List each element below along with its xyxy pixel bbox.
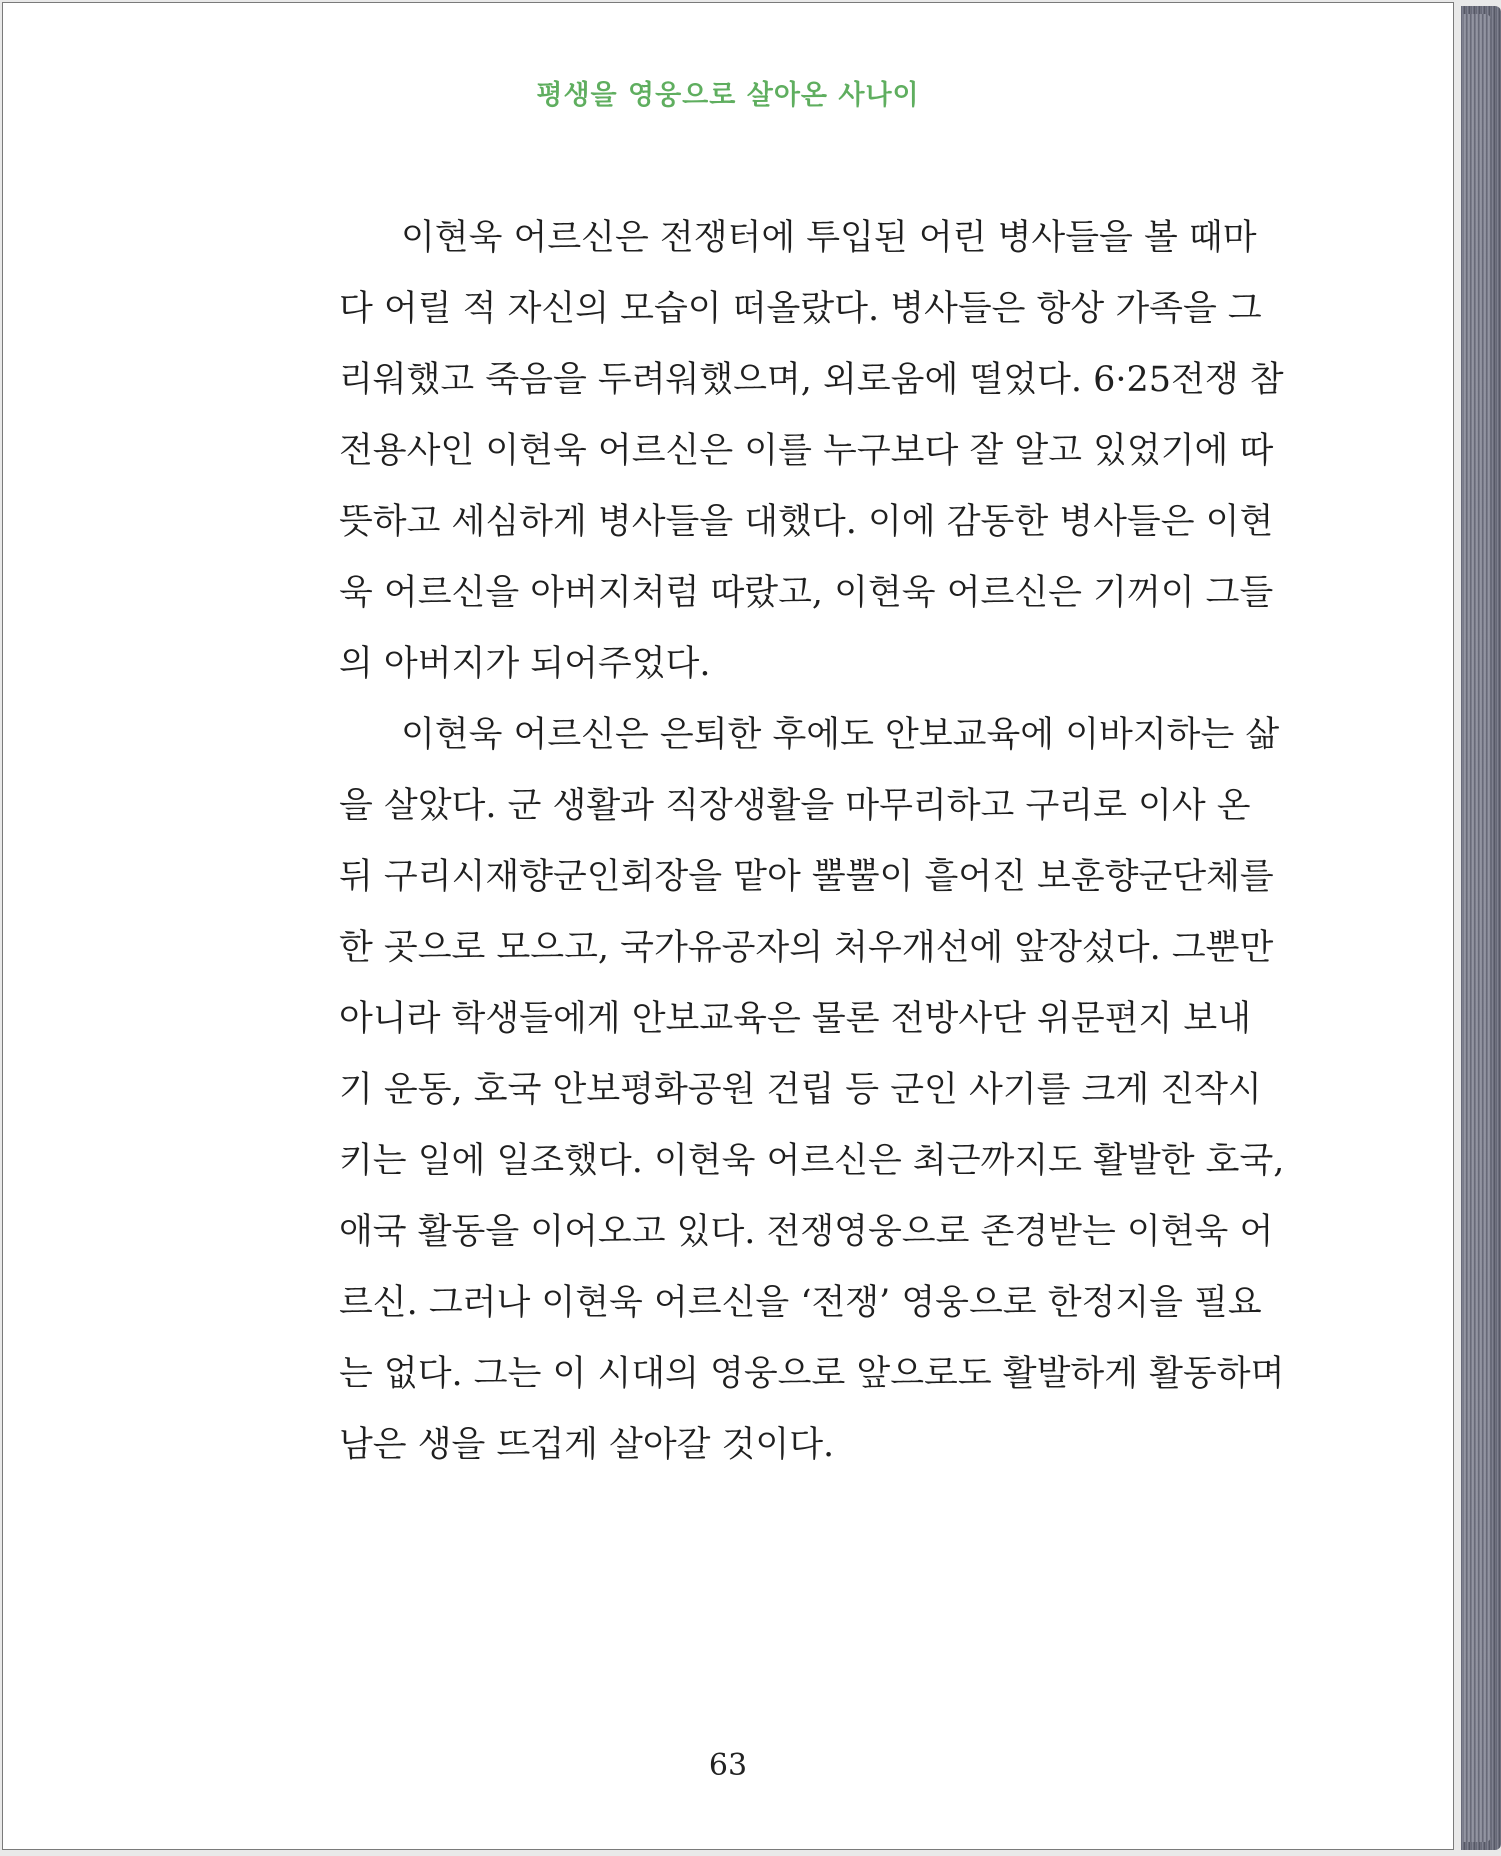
text-line: 르신. 그러나 이현욱 어르신을 ‘전쟁’ 영웅으로 한정지을 필요 [339,1283,1262,1323]
text-line: 기 운동, 호국 안보평화공원 건립 등 군인 사기를 크게 진작시 [339,1070,1262,1110]
text-line: 욱 어르신을 아버지처럼 따랐고, 이현욱 어르신은 기꺼이 그들 [339,573,1274,613]
text-line: 다 어릴 적 자신의 모습이 떠올랐다. 병사들은 항상 가족을 그 [339,289,1262,329]
page-number: 63 [708,1748,748,1783]
body-text [339,203,1285,1481]
paragraph [339,700,1285,1481]
text-line: 이현욱 어르신은 전쟁터에 투입된 어린 병사들을 볼 때마 [401,218,1257,258]
book-page [2,2,1454,1850]
text-line: 리워했고 죽음을 두려워했으며, 외로움에 떨었다. 6·25전쟁 참 [339,360,1284,400]
text-line: 이현욱 어르신은 은퇴한 후에도 안보교육에 이바지하는 삶 [401,715,1280,755]
text-line: 키는 일에 일조했다. 이현욱 어르신은 최근까지도 활발한 호국, [339,1141,1285,1181]
text-line: 아니라 학생들에게 안보교육은 물론 전방사단 위문편지 보내 [339,999,1252,1039]
paragraph [339,203,1284,700]
text-line: 의 아버지가 되어주었다. [339,644,711,684]
running-header: 평생을 영웅으로 살아온 사나이 [536,80,920,111]
text-line: 는 없다. 그는 이 시대의 영웅으로 앞으로도 활발하게 활동하며 [339,1354,1285,1394]
text-line: 을 살았다. 군 생활과 직장생활을 마무리하고 구리로 이사 온 [339,786,1251,826]
text-line: 뜻하고 세심하게 병사들을 대했다. 이에 감동한 병사들은 이현 [339,502,1274,542]
page-edges-inner [1463,14,1491,1842]
text-line: 뒤 구리시재향군인회장을 맡아 뿔뿔이 흩어진 보훈향군단체를 [339,857,1274,897]
text-line: 한 곳으로 모으고, 국가유공자의 처우개선에 앞장섰다. 그뿐만 [339,928,1274,968]
text-line: 전용사인 이현욱 어르신은 이를 누구보다 잘 알고 있었기에 따 [339,431,1274,471]
text-line: 애국 활동을 이어오고 있다. 전쟁영웅으로 존경받는 이현욱 어 [339,1212,1274,1252]
text-line: 남은 생을 뜨겁게 살아갈 것이다. [339,1425,835,1465]
